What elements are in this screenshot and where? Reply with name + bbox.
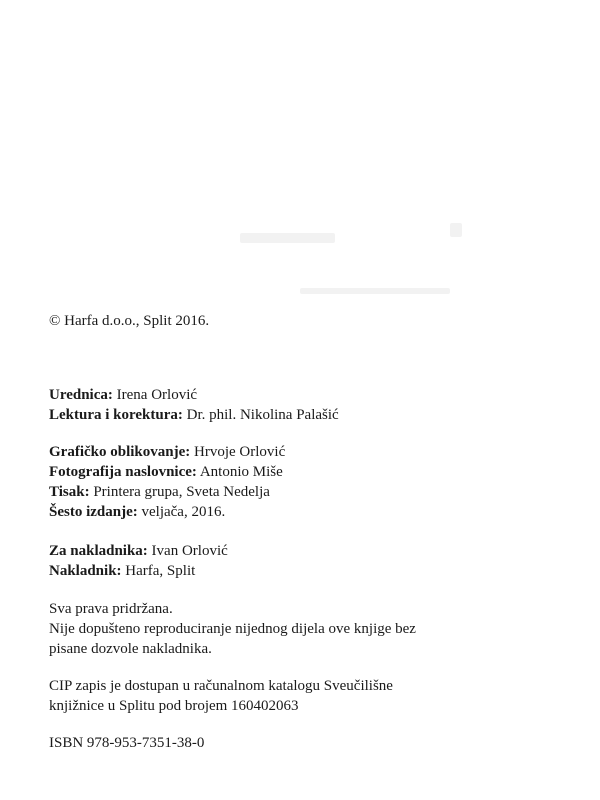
credit-label: Urednica: <box>49 387 113 403</box>
credit-label: Šesto izdanje: <box>49 504 138 520</box>
credit-label: Za nakladnika: <box>49 543 148 559</box>
credit-label: Nakladnik: <box>49 563 122 579</box>
credit-line-cover-photo <box>49 463 283 481</box>
credit-value: Irena Orlović <box>112 387 198 403</box>
credit-value: Dr. phil. Nikolina Palašić <box>182 407 339 423</box>
credit-value: Printera grupa, Sveta Nedelja <box>89 484 270 500</box>
show-through-mark <box>300 288 450 294</box>
credit-line-editor <box>49 386 197 404</box>
isbn: ISBN 978-953-7351-38-0 <box>49 735 205 751</box>
credit-line-proofreading <box>49 406 339 424</box>
show-through-mark <box>450 223 462 237</box>
credit-value: veljača, 2016. <box>137 504 226 520</box>
credit-line-print <box>49 483 270 501</box>
credit-value: Ivan Orlović <box>147 543 228 559</box>
credit-label: Fotografija naslovnice: <box>49 464 197 480</box>
cip-line: knjižnice u Splitu pod brojem 160402063 <box>49 698 299 714</box>
credit-line-design <box>49 443 285 461</box>
credit-value: Hrvoje Orlović <box>190 444 286 460</box>
cip-line: CIP zapis je dostupan u računalnom katalogu Sveučilišne <box>49 678 393 694</box>
credit-line-for-publisher <box>49 542 228 560</box>
rights-line: Sva prava pridržana. <box>49 601 173 617</box>
copyright-notice: © Harfa d.o.o., Split 2016. <box>49 313 210 329</box>
rights-line: pisane dozvole nakladnika. <box>49 641 212 657</box>
credit-value: Antonio Miše <box>196 464 283 480</box>
rights-line: Nije dopušteno reproduciranje nijednog dijela ove knjige bez <box>49 621 416 637</box>
credit-line-edition <box>49 503 225 521</box>
credit-label: Tisak: <box>49 484 90 500</box>
credit-label: Grafičko oblikovanje: <box>49 444 191 460</box>
credit-value: Harfa, Split <box>121 563 196 579</box>
credit-line-publisher <box>49 562 195 580</box>
show-through-mark <box>240 233 335 243</box>
credit-label: Lektura i korektura: <box>49 407 183 423</box>
